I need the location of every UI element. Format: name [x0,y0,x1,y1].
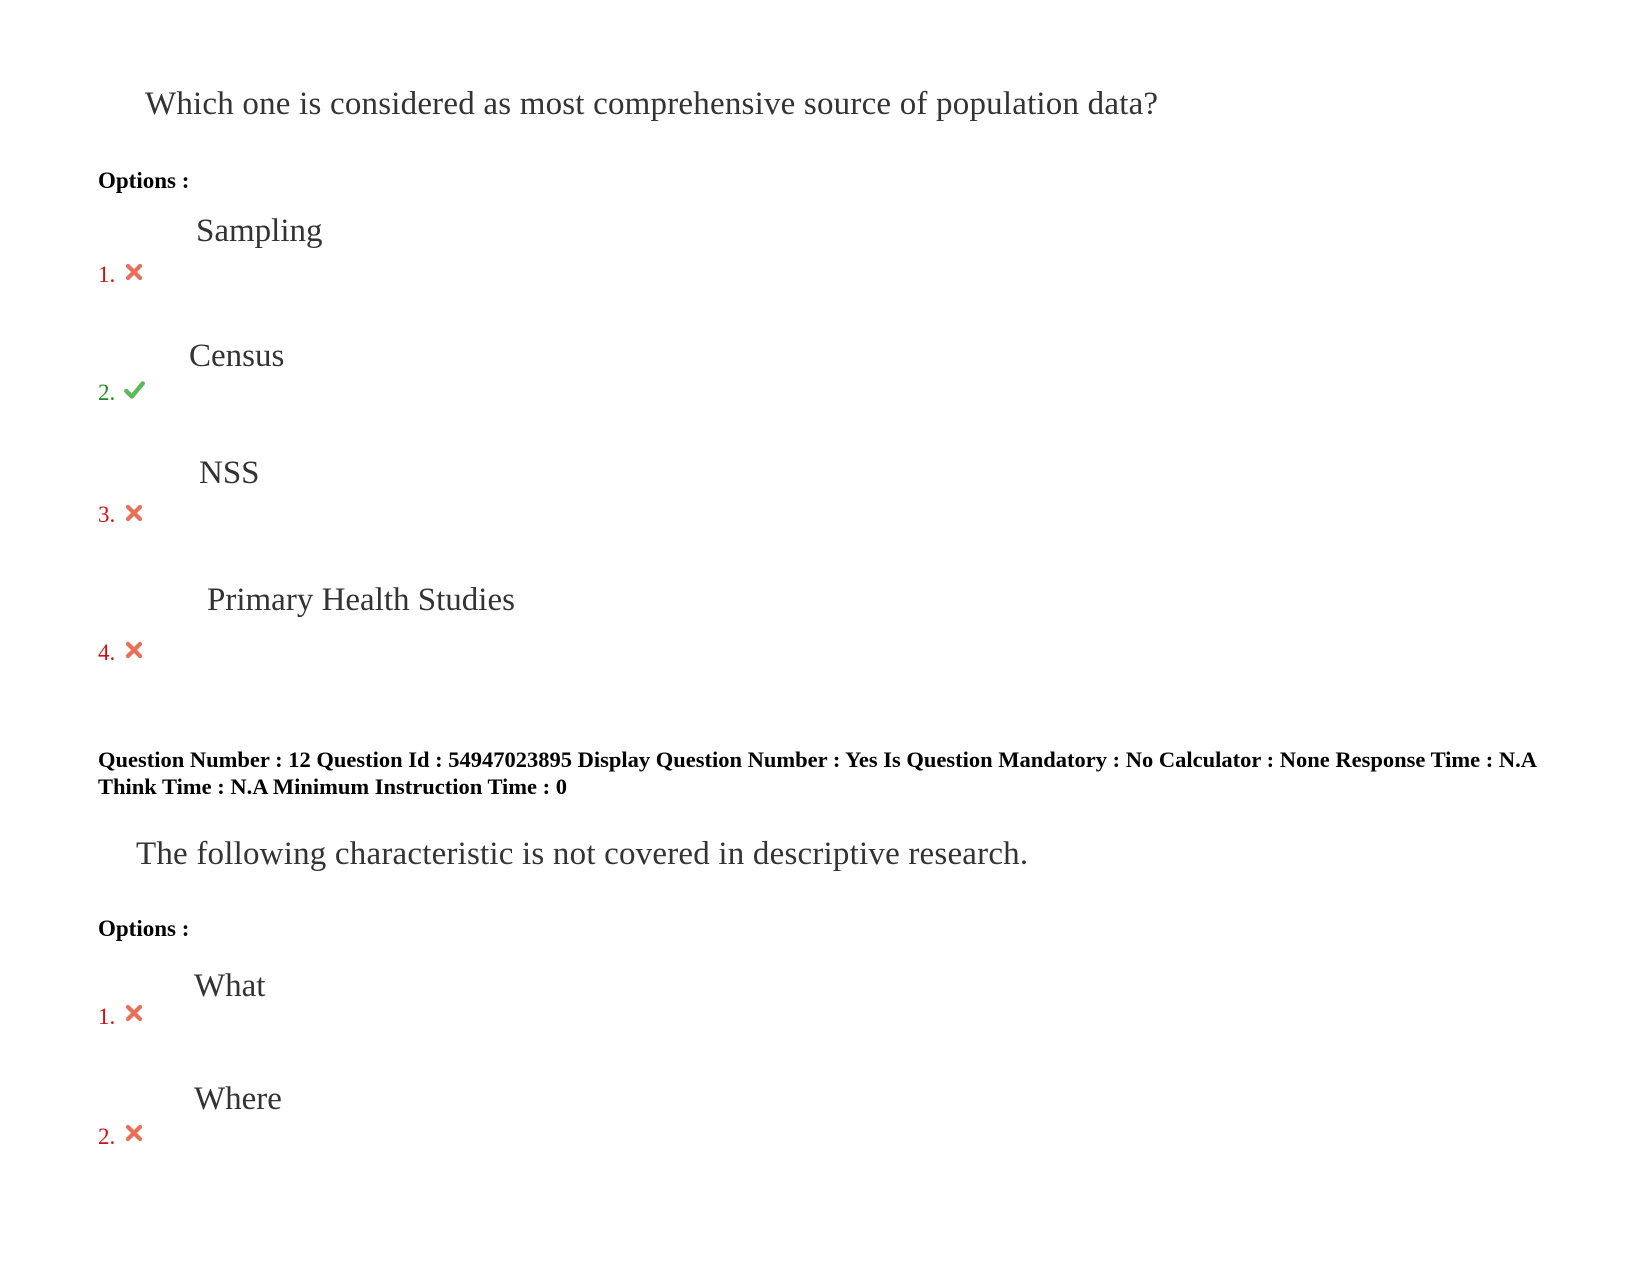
question-metadata: Question Number : 12 Question Id : 54947023895 Display Question Number : Yes Is Question Mandatory : No Calculator : None Response Time : N.A Think Time : N.A Minimum Instruction Time : 0 [98,747,1536,799]
option-text: What [194,968,266,1004]
option-text: Primary Health Studies [207,582,515,618]
option-number: 1. [98,262,116,287]
check-icon [122,379,146,401]
cross-icon [124,1003,144,1023]
cross-icon [124,640,144,660]
option-number: 4. [98,640,116,665]
question-text: The following characteristic is not covered in descriptive research. [136,836,1029,872]
option-text: Where [194,1081,282,1117]
cross-icon [124,262,144,282]
option-number: 1. [98,1004,116,1029]
option-number: 2. [98,380,116,405]
cross-icon [124,503,144,523]
question-text: Which one is considered as most comprehensive source of population data? [145,86,1159,122]
option-text: NSS [199,455,260,491]
cross-icon [124,1123,144,1143]
option-text: Sampling [196,213,323,249]
option-number: 3. [98,502,116,527]
options-label: Options : [98,916,190,941]
options-label: Options : [98,168,190,193]
option-number: 2. [98,1124,116,1149]
option-text: Census [189,338,285,374]
